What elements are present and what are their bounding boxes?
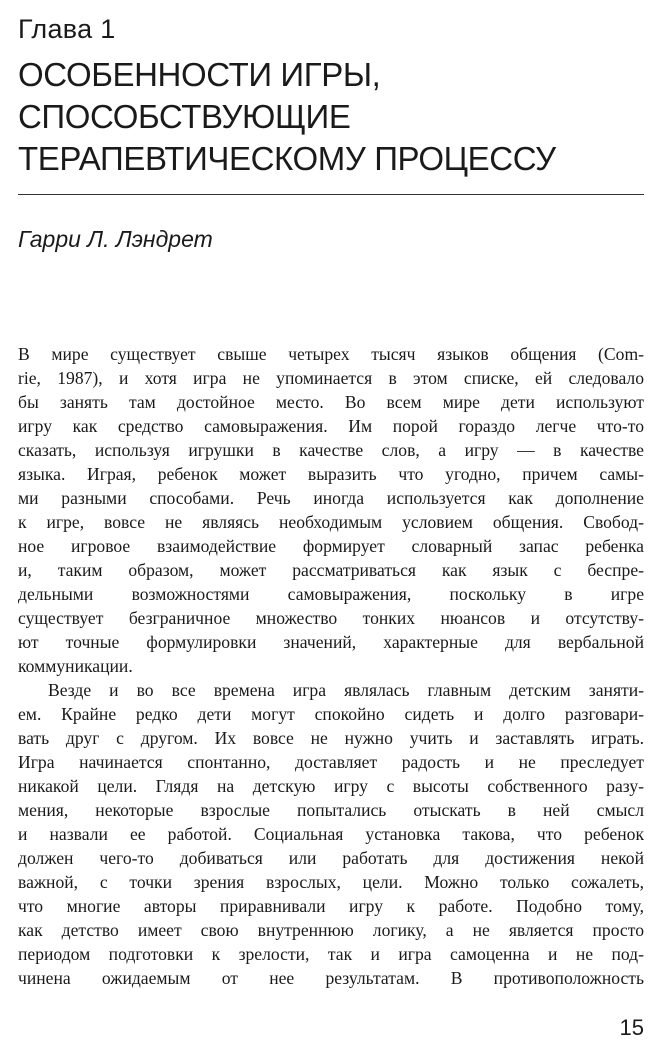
chapter-label: Глава 1	[18, 14, 116, 44]
author-name: Гарри Л. Лэндрет	[18, 226, 213, 252]
text-line: дельными возможностями самовыражения, поскольку в игре	[18, 584, 644, 604]
title-divider	[18, 194, 644, 195]
page-number: 15	[619, 1015, 644, 1040]
text-line: периодом подготовки к зрелости, так и игра самоценна и не под-	[18, 944, 644, 964]
text-line: сказать, используя игрушки в качестве слов, а игру — в качестве	[18, 440, 644, 460]
text-line: к игре, вовсе не являясь необходимым условием общения. Свобод-	[18, 512, 644, 532]
text-line: никакой цели. Глядя на детскую игру с высоты собственного разу-	[18, 776, 644, 796]
text-line: вать друг с другом. Их вовсе не нужно учить и заставлять играть.	[18, 728, 644, 748]
text-line: Игра начинается спонтанно, доставляет радость и не преследует	[18, 752, 644, 772]
text-line: что многие авторы приравнивали игру к работе. Подобно тому,	[18, 896, 644, 916]
text-line: бы занять там достойное место. Во всем мире дети используют	[18, 392, 644, 412]
text-line: rie, 1987), и хотя игра не упоминается в этом списке, ей следовало	[18, 368, 644, 388]
paragraph-1	[18, 342, 644, 678]
text-line: как детство имеет свою внутреннюю логику, а не является просто	[18, 920, 644, 940]
text-line: и назвали ее работой. Социальная установка такова, что ребенок	[18, 824, 644, 844]
chapter-title	[18, 54, 648, 180]
paragraph-2	[18, 678, 644, 990]
text-line: чинена ожидаемым от нее результатам. В противоположность	[18, 968, 644, 988]
text-line: и, таким образом, может рассматриваться как язык с беспре-	[18, 560, 644, 580]
text-line: коммуникации.	[18, 656, 133, 676]
body-text	[18, 342, 644, 990]
text-line: важной, с точки зрения взрослых, цели. Можно только сожалеть,	[18, 872, 644, 892]
text-line: В мире существует свыше четырех тысяч языков общения (Com-	[18, 344, 644, 364]
text-line: игру как средство самовыражения. Им порой гораздо легче что-то	[18, 416, 644, 436]
text-line: Везде и во все времена игра являлась главным детским заняти-	[48, 680, 644, 700]
text-line: существует безграничное множество тонких нюансов и отсутству-	[18, 608, 644, 628]
chapter-title-line: ТЕРАПЕВТИЧЕСКОМУ ПРОЦЕССУ	[18, 140, 556, 177]
text-line: языка. Играя, ребенок может выразить что угодно, причем самы-	[18, 464, 644, 484]
chapter-title-line: ОСОБЕННОСТИ ИГРЫ,	[18, 56, 381, 93]
text-line: мения, некоторые взрослые попытались отыскать в ней смысл	[18, 800, 644, 820]
text-line: должен чего-то добиваться или работать для достижения некой	[18, 848, 644, 868]
text-line: ми разными способами. Речь иногда используется как дополнение	[18, 488, 644, 508]
text-line: ем. Крайне редко дети могут спокойно сидеть и долго разговари-	[18, 704, 644, 724]
text-line: ное игровое взаимодействие формирует словарный запас ребенка	[18, 536, 644, 556]
text-line: ют точные формулировки значений, характерные для вербальной	[18, 632, 644, 652]
chapter-title-line: СПОСОБСТВУЮЩИЕ	[18, 98, 351, 135]
